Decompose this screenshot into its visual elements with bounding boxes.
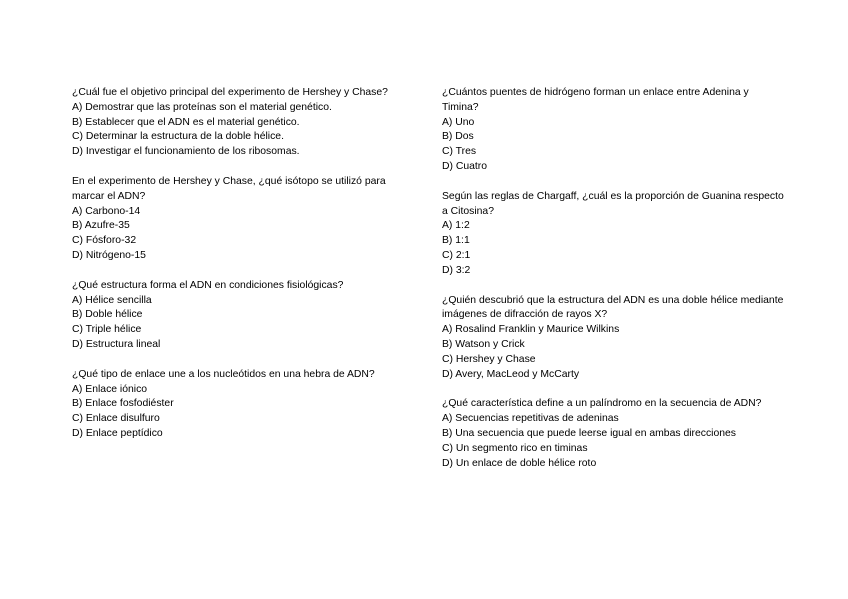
answer-option: B) Dos	[442, 131, 474, 143]
question-block	[72, 86, 417, 160]
answer-option: C) Triple hélice	[72, 324, 142, 336]
answer-option: D) Estructura lineal	[72, 338, 161, 350]
answer-option: B) 1:1	[442, 235, 470, 247]
question-text: ¿Quién descubrió que la estructura del ADN es una doble hélice mediante imágenes de difracción de rayos X?	[442, 294, 784, 321]
question-block	[442, 86, 787, 175]
answer-option: D) Nitrógeno-15	[72, 249, 146, 261]
question-text: ¿Cuál fue el objetivo principal del experimento de Hershey y Chase?	[72, 87, 388, 98]
question-text: ¿Qué tipo de enlace une a los nucleótidos en una hebra de ADN?	[72, 368, 375, 380]
answer-options	[72, 101, 417, 160]
question-text: Según las reglas de Chargaff, ¿cuál es la proporción de Guanina respecto a Citosina?	[442, 190, 784, 217]
answer-option: B) Doble hélice	[72, 309, 143, 321]
question-text: ¿Qué característica define a un palíndromo en la secuencia de ADN?	[442, 398, 762, 410]
answer-options	[72, 294, 417, 353]
answer-option: C) 2:1	[442, 249, 471, 261]
question-block	[442, 397, 787, 471]
answer-option: B) Establecer que el ADN es el material genético.	[72, 116, 300, 128]
answer-option: D) Cuatro	[442, 160, 488, 172]
answer-option: D) Investigar el funcionamiento de los ribosomas.	[72, 146, 300, 158]
answer-options	[442, 219, 787, 278]
answer-option: B) Una secuencia que puede leerse igual en ambas direcciones	[442, 427, 737, 439]
answer-option: D) Un enlace de doble hélice roto	[442, 457, 597, 469]
answer-option: B) Watson y Crick	[442, 338, 525, 350]
answer-option: A) Demostrar que las proteínas son el material genético.	[72, 101, 332, 113]
answer-option: C) Determinar la estructura de la doble hélice.	[72, 131, 284, 143]
question-text: ¿Qué estructura forma el ADN en condiciones fisiológicas?	[72, 279, 344, 291]
answer-option: A) Carbono-14	[72, 205, 141, 217]
question-block	[72, 368, 417, 442]
left-question-column	[72, 86, 417, 457]
answer-options	[442, 116, 787, 175]
question-block	[442, 294, 787, 383]
answer-options	[72, 383, 417, 442]
right-question-column	[442, 86, 787, 486]
answer-option: D) Avery, MacLeod y McCarty	[442, 368, 580, 380]
question-block	[72, 175, 417, 264]
answer-option: A) Enlace iónico	[72, 383, 148, 395]
answer-option: A) Hélice sencilla	[72, 294, 152, 306]
answer-options	[72, 205, 417, 264]
answer-option: D) Enlace peptídico	[72, 427, 163, 439]
answer-option: C) Enlace disulfuro	[72, 413, 160, 425]
answer-option: A) Secuencias repetitivas de adeninas	[442, 413, 619, 425]
answer-options	[442, 323, 787, 382]
answer-option: A) Uno	[442, 116, 475, 128]
question-text: ¿Cuántos puentes de hidrógeno forman un enlace entre Adenina y Timina?	[442, 87, 749, 113]
answer-option: C) Hershey y Chase	[442, 353, 536, 365]
answer-option: A) Rosalind Franklin y Maurice Wilkins	[442, 324, 620, 336]
answer-option: B) Azufre-35	[72, 220, 130, 232]
answer-options	[442, 412, 787, 471]
answer-option: C) Tres	[442, 146, 477, 158]
answer-option: C) Un segmento rico en timinas	[442, 442, 588, 454]
answer-option: A) 1:2	[442, 220, 470, 232]
question-text: En el experimento de Hershey y Chase, ¿qué isótopo se utilizó para marcar el ADN?	[72, 175, 386, 202]
answer-option: B) Enlace fosfodiéster	[72, 398, 174, 410]
answer-option: D) 3:2	[442, 264, 471, 276]
answer-option: C) Fósforo-32	[72, 235, 137, 247]
question-block	[442, 190, 787, 279]
question-block	[72, 279, 417, 353]
